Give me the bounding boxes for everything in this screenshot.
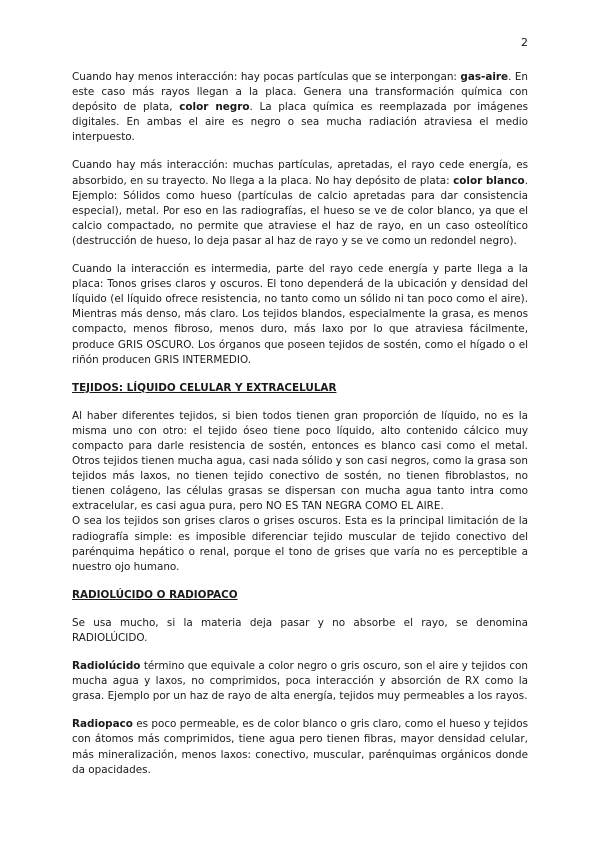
page-number: 2 [521, 36, 528, 49]
bold-term: Radiopaco [72, 718, 133, 731]
section-heading-tejidos: TEJIDOS: LÍQUIDO CELULAR Y EXTRACELULAR [72, 381, 337, 394]
paragraph-radiopaco-definition [72, 717, 528, 777]
paragraph-radiolucido-definition [72, 659, 528, 704]
text: Cuando hay menos interacción: hay pocas partículas que se interpongan: [72, 71, 461, 83]
text: término que equivale a color negro o gris oscuro, son el aire y tejidos con mucha agua y laxos, no comprimidos, poca interacción y absorción de RX como la grasa. Ejemplo por un haz de rayo de alta energía, tejidos muy permeables a los rayos. [72, 660, 528, 703]
bold-term: Radiolúcido [72, 660, 141, 673]
text: . En este caso más rayos llegan a la placa. Genera una transformación química con depósito de plata, [72, 71, 528, 114]
paragraph-intermediate-interaction: Cuando la interacción es intermedia, parte del rayo cede energía y parte llega a la placa: Tonos grises claros y oscuros. El tono dependerá de la ubicación y densidad del líquido (el líquido ofrece resistencia, no tanto como un sólido ni tan poco como el aire). Mientras más denso, más claro. Los tejidos blandos, especialmente la grasa, es menos compacto, menos fibroso, menos duro, más laxo por lo que atraviesa fácilmente, produce GRIS OSCURO. Los órganos que poseen tejidos de sostén, como el hígado o el riñón producen GRIS INTERMEDIO. [72, 263, 528, 366]
text: . Ejemplo: Sólidos como hueso (partículas de calcio apretadas para dar consistencia especial), metal. Por eso en las radiografías, el hueso se ve de color blanco, ya que el calcio compactado, no permite que atraviese el haz de rayo, en un caso osteolítico (destrucción de hueso, lo deja pasar al haz de rayo y se ve como un redondel negro). [72, 174, 528, 247]
text: es poco permeable, es de color blanco o gris claro, como el hueso y tejidos con átomos más comprimidos, tiene agua pero tienen fibras, mayor densidad celular, más mineralización, menos laxos: conectivo, muscular, parénquimas orgánicos donde da opacidades. [72, 718, 528, 776]
paragraph-limitation: O sea los tejidos son grises claros o grises oscuros. Esta es la principal limitación de la radiografía simple: es imposible diferenciar tejido muscular de tejido conectivo del parénquima hepático o renal, porque el tono de grises que varía no es perceptible a nuestro ojo humano. [72, 515, 528, 573]
paragraph-less-interaction [72, 70, 528, 145]
paragraph-more-interaction [72, 158, 528, 249]
section-heading-radiolucido: RADIOLÚCIDO O RADIOPACO [72, 588, 238, 601]
text: . La placa química es reemplazada por imágenes digitales. En ambas el aire es negro o sea mucha radiación atraviesa el medio interpuesto. [72, 101, 528, 144]
bold-term: color blanco [453, 174, 525, 187]
bold-term: gas-aire [460, 71, 509, 83]
paragraph-radiolucido-intro: Se usa mucho, si la materia deja pasar y no absorbe el rayo, se denomina RADIOLÚCIDO. [72, 616, 528, 644]
document-body [72, 70, 528, 791]
bold-term: color negro [179, 101, 250, 114]
paragraph-tejidos: Al haber diferentes tejidos, si bien todos tienen gran proporción de líquido, no es la misma uno con otro: el tejido óseo tiene poco líquido, alto contenido cálcico muy compacto para darle resistencia de sostén, entonces es blanco casi como el metal. Otros tejidos tienen mucha agua, casi nada sólido y son casi negros, como la grasa son tejidos más laxos, no tienen tejido conectivo de sostén, no tienen fibroblastos, no tienen colágeno, las células grasas se dispersan con mucha agua tanto intra como extracelular, es casi agua pura, pero NO ES TAN NEGRA COMO EL AIRE. [72, 409, 528, 513]
text: Cuando hay más interacción: muchas partículas, apretadas, el rayo cede energía, es absorbido, en su trayecto. No llega a la placa. No hay depósito de plata: [72, 159, 528, 187]
